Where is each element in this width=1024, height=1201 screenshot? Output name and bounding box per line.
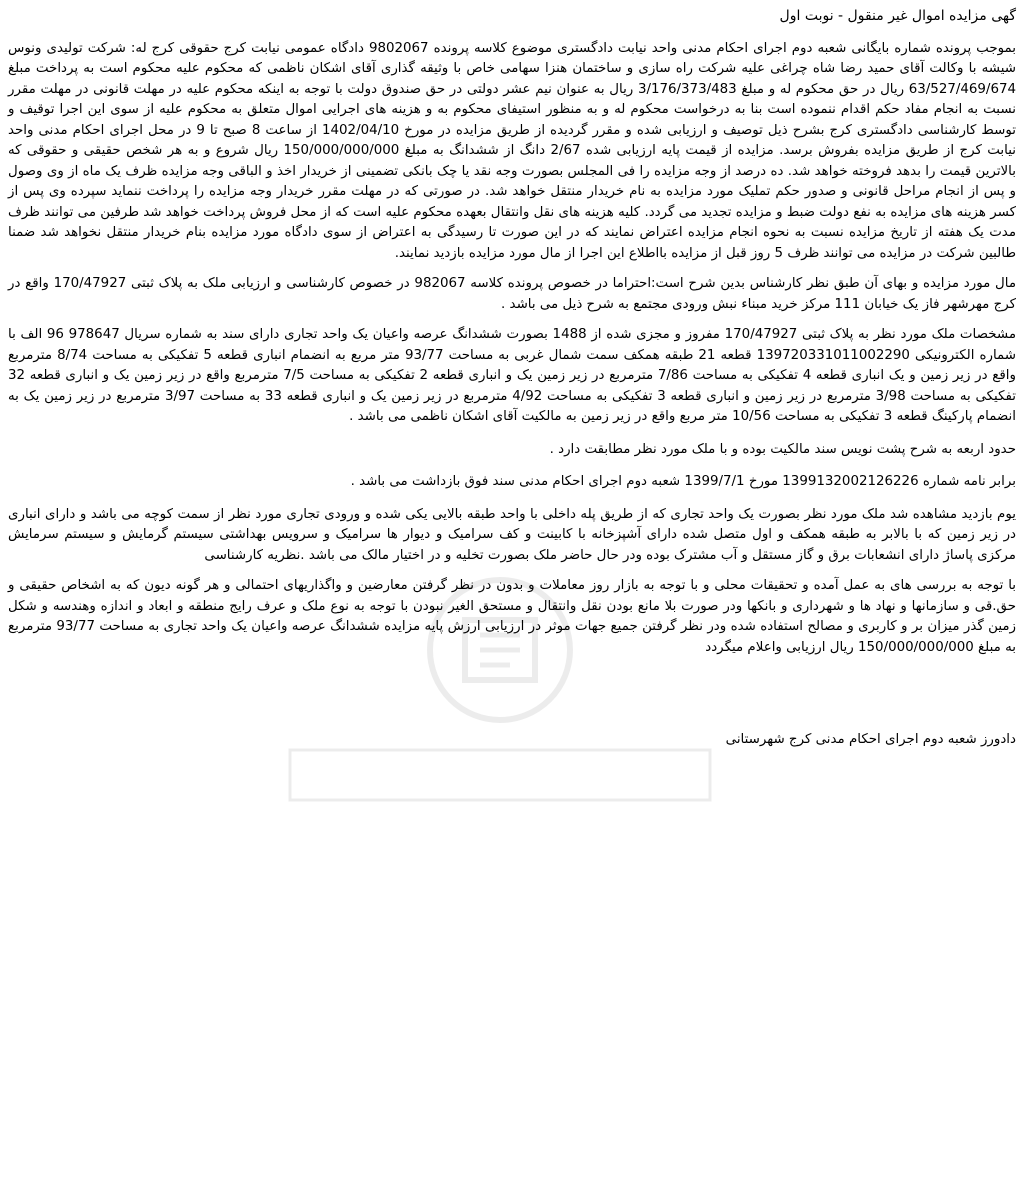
notice-title: گهی مزایده اموال غیر منقول - نوبت اول — [779, 8, 1016, 24]
paragraph-property-specs: مشخصات ملک مورد نظر به پلاک ثبتی 170/47927 مفروز و مجزی شده از 1488 بصورت ششدانگ عرصه واعیان یک واحد تجاری دارای سند به شماره سریال 978647 96 الف با شماره الکترونیکی 139720331011002290 قطعه 21 طبقه همکف سمت شمال غربی به مساحت 93/77 متر مربع به انضمام انباری قطعه 5 تفکیکی به مساحت 8/74 مترمربع واقع در زیر زمین و یک انباری قطعه 4 تفکیکی به مساحت 7/86 مترمربع در زیر زمین یک و انباری قطعه 2 تفکیکی به مساحت 7/5 مترمربع واقع در زیر زمین یک و انباری قطعه 32 تفکیکی به مساحت 3/98 مترمربع در زیر زمین و انباری قطعه 3 تفکیکی به مساحت 4/92 مترمربع در زیر زمین یک و انباری قطعه 33 به مساحت 3/97 مترمربع در زیر زمین یک به انضمام پارکینگ قطعه 3 تفکیکی به مساحت 10/56 متر مربع واقع در زیر زمین به مالکیت آقای اشکان ناظمی می باشد . — [8, 327, 1017, 424]
paragraph-property-intro: مال مورد مزایده و بهای آن طبق نظر کارشناس بدین شرح است:احتراما در خصوص پرونده کلاسه 982067 در خصوص کارشناسی و ارزیابی ملک به پلاک ثبتی 170/47927 واقع در کرج مهرشهر فاز یک خیابان 111 مرکز خرید مبناء نبش ورودی مجتمع به شرح ذیل می باشد . — [8, 276, 1016, 312]
signature-line: دادورز شعبه دوم اجرای احکام مدنی کرج شهرستانی — [725, 732, 1016, 747]
paragraph-inspection: یوم بازدید مشاهده شد ملک مورد نظر بصورت یک واحد تجاری که از طریق پله داخلی با واحد طبقه بالایی یکی شده و ورودی تجاری مورد نظر از سمت کوچه می باشد و دارای انباری در زیر زمین که با بالابر به طبقه همکف و اول متصل شده دارای آشپزخانه با کابینت و کف سرامیک و دیوار ها سرامیک و سرویس بهداشتی سیستم گرمایش و سیستم سرمایش مرکزی پاساژ دارای انشعابات برق و گاز مستقل و آب مشترک بوده ودر حال حاضر ملک بصورت تخلیه و در اختیار مالک می باشد .نظریه کارشناسی — [8, 506, 1016, 563]
auction-notice — [8, 6, 1016, 751]
paragraph-seizure-letter: برابر نامه شماره 1399132002126226 مورخ 1399/7/1 شعبه دوم اجرای احکام مدنی سند فوق بازداشت می باشد . — [350, 474, 1016, 489]
paragraph-appraisal: با توجه به بررسی های به عمل آمده و تحقیقات محلی و با توجه به بازار روز معاملات و بدون در نظر گرفتن معارضین و واگذاریهای احتمالی و هر گونه دیون که به اشخاص حقیقی و حق.قی و سازمانها و نهاد ها و شهرداری و بانکها ودر صورت بلا مانع بودن نقل وانتقال و مستحق الغیر نبودن با توجه به نوع ملک و عرف رایج منطقه و ابعاد و اندازه وهندسه و شکل زمین گذر میزان بر و کاربری و مصالح استفاده شده ودر نظر گرفتن جمیع جهات موثر در ارزیابی ارزش پایه مزایده ششدانگ عرصه واعیان یک واحد تجاری به مساحت 93/77 مترمربع به مبلغ 150/000/000/000 ریال ارزیابی واعلام میگردد — [8, 578, 1016, 655]
paragraph-case-details: بموجب پرونده شماره بایگانی شعبه دوم اجرای احکام مدنی واحد نیابت دادگستری موضوع کلاسه پرونده 9802067 دادگاه عمومی نیابت کرج حقوقی کرج له: شرکت تولیدی ونوس شیشه با وکالت آقای حمید رضا شاه چراغی علیه شرکت راه سازی و ساختمان هنزا سهامی خاص با وثیقه گذاری آقای اشکان ناظمی که محکوم علیه محکوم است به پرداخت مبلغ 63/527/469/674 ریال در حق محکوم له و مبلغ 3/176/373/483 ریال به عنوان نیم عشر دولتی در حق صندوق دولت با توجه به اینکه محکوم علیه در مهلت قانونی در مهلت مقرر نسبت به انجام مفاد حکم اقدام ننموده است بنا به درخواست محکوم له و به منظور استیفای محکوم به و هزینه های اجرایی اموال متعلق به محکوم علیه از سوی این اجرا توقیف و توسط کارشناسی دادگستری کرج بشرح ذیل توصیف و ارزیابی شده و مقرر گردیده از طریق مزایده در مورخ 1402/04/10 از ساعت 8 صبح تا 9 در محل اجرای احکام مدنی واحد نیابت کرج از طریق مزایده بفروش برسد. مزایده از قیمت پایه ارزیابی شده 2/67 دانگ از ششدانگ به مبلغ 150/000/000/000 ریال شروع و به هر شخص حقیقی و حقوقی که بالاترین قیمت را بدهد فروخته خواهد شد. ده درصد از وجه مزایده را فی المجلس بصورت وجه نقد یا چک بانکی تضمینی از خریدار اخذ و الباقی وجه مزایده ظرف یک ماه از وی وصول و پس از انجام مراحل قانونی و صدور حکم تملیک مورد مزایده به نام خریدار منتقل خواهد شد. در صورتی که در مهلت مقرر خریدار وجه مزایده را پرداخت ننماید سپرده وی پس از کسر هزینه های مزایده به نفع دولت ضبط و مزایده تجدید می گردد. کلیه هزینه های نقل وانتقال بعهده محکوم علیه است که از محل فروش پرداخت خواهد شد طرفین می توانند ظرف مدت یک هفته از تاریخ مزایده نسبت به نحوه انجام مزایده اعتراض نمایند که در این صورت تا رسیدگی به اعتراض از سوی دادگاه مورد مزایده بنام خریدار منتقل نخواهد شد ضمنا طالبین شرکت در مزایده می توانند ظرف 5 روز قبل از مزایده بااطلاع این اجرا از مال مورد مزایده بازدید نمایند. — [8, 40, 1016, 261]
paragraph-boundaries: حدود اربعه به شرح پشت نویس سند مالکیت بوده و با ملک مورد نظر مطابقت دارد . — [549, 441, 1016, 457]
